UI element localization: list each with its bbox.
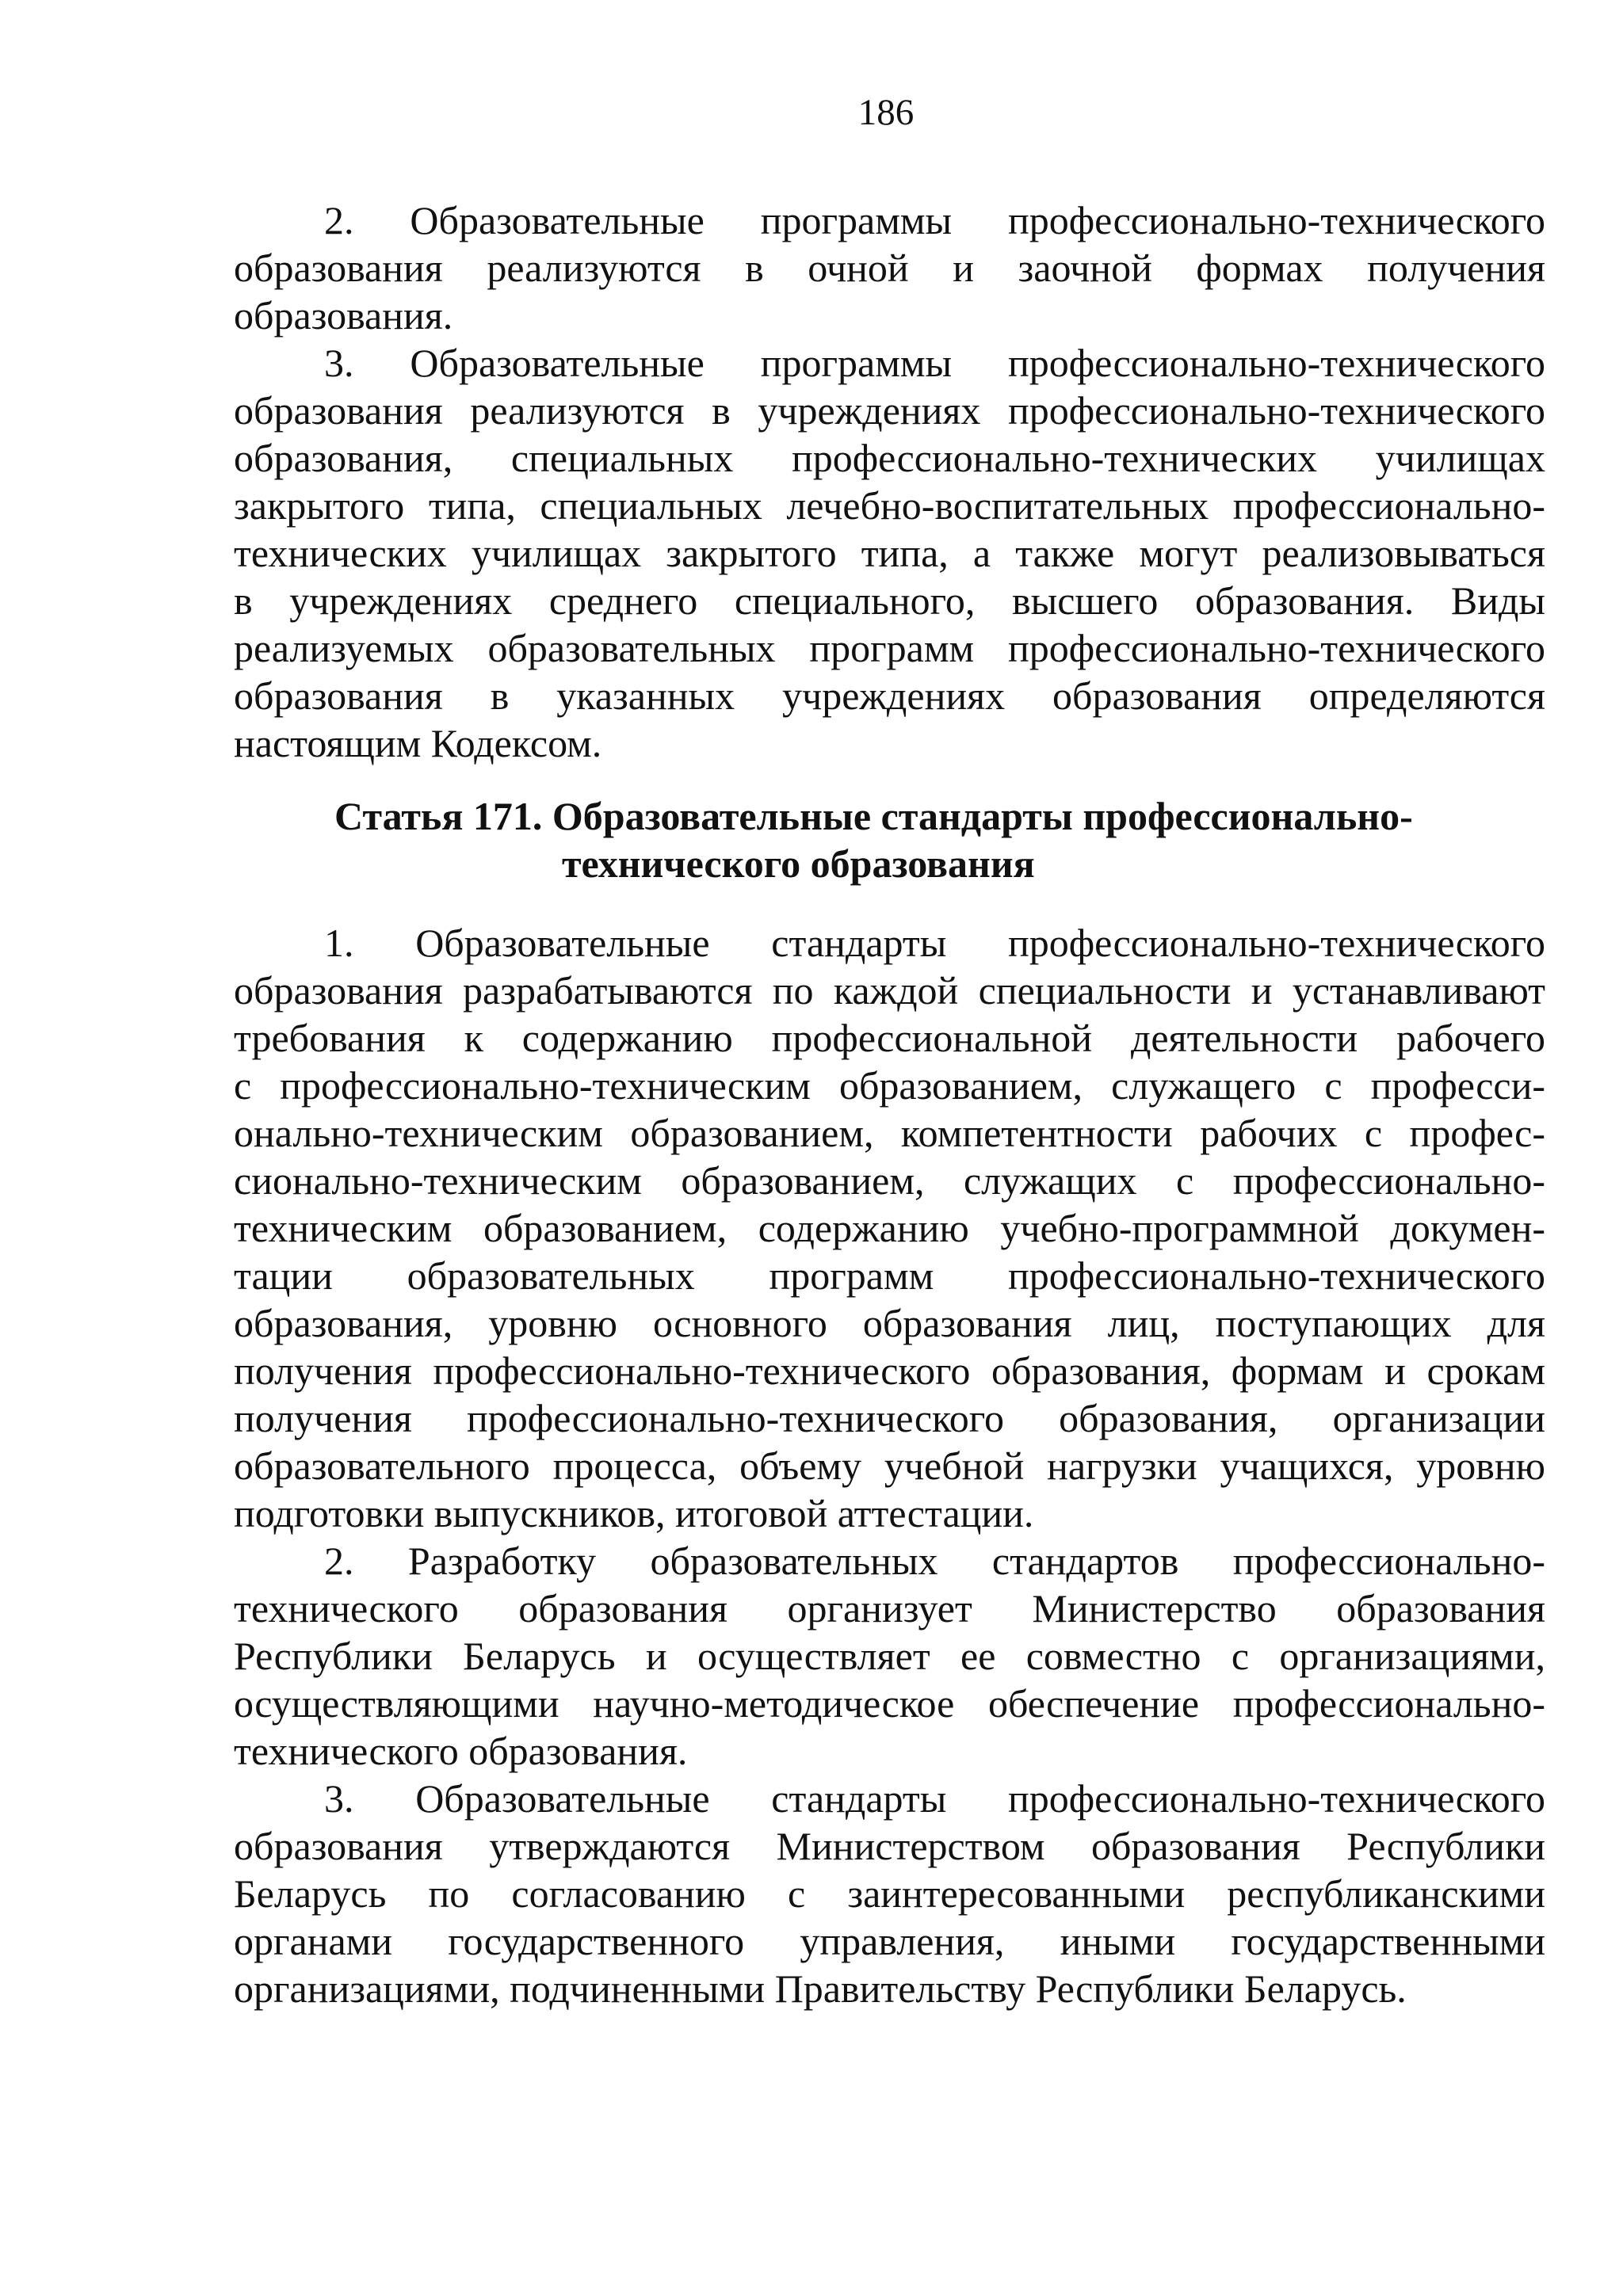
text-line: образовательного процесса, объему учебной нагрузки учащихся, уровню xyxy=(234,1444,1545,1488)
text-line: образования. xyxy=(234,293,453,338)
text-line: Республики Беларусь и осуществляет ее совместно с организациями, xyxy=(234,1634,1545,1678)
text-line: 3. Образовательные стандарты профессионально-технического xyxy=(324,1776,1545,1821)
text-line: требования к содержанию профессиональной деятельности рабочего xyxy=(234,1016,1545,1060)
page-number: 186 xyxy=(857,92,915,133)
paragraph xyxy=(234,919,1545,1537)
text-line: сионально-техническим образованием, служащих с профессионально- xyxy=(234,1158,1545,1203)
text-line: образования, уровню основного образования лиц, поступающих для xyxy=(234,1301,1545,1345)
article-heading xyxy=(234,792,1545,887)
article-heading-line: Статья 171. Образовательные стандарты профессионально- xyxy=(334,794,1413,838)
text-line: технических училищах закрытого типа, а также могут реализовываться xyxy=(234,531,1545,575)
text-line: с профессионально-техническим образованием, служащего с професси- xyxy=(234,1063,1545,1108)
text-line: организациями, подчиненными Правительству Республики Беларусь. xyxy=(234,1966,1407,2011)
text-line: получения профессионально-технического образования, организации xyxy=(234,1396,1545,1440)
text-line: образования, специальных профессионально-технических училищах xyxy=(234,436,1545,480)
text-line: 3. Образовательные программы профессионально-технического xyxy=(324,341,1545,385)
text-line: тации образовательных программ профессионально-технического xyxy=(234,1253,1545,1298)
text-line: Беларусь по согласованию с заинтересованными республиканскими xyxy=(234,1871,1545,1916)
text-line: реализуемых образовательных программ профессионально-технического xyxy=(234,626,1545,670)
text-line: закрытого типа, специальных лечебно-воспитательных профессионально- xyxy=(234,483,1545,528)
text-line: органами государственного управления, иными государственными xyxy=(234,1919,1545,1963)
text-line: онально-техническим образованием, компетентности рабочих с профес- xyxy=(234,1111,1545,1155)
text-line: образования реализуются в очной и заочной формах получения xyxy=(234,246,1545,290)
text-line: 2. Разработку образовательных стандартов профессионально- xyxy=(324,1539,1545,1583)
paragraph xyxy=(234,1537,1545,1775)
text-line: в учреждениях среднего специального, высшего образования. Виды xyxy=(234,578,1545,623)
text-line: осуществляющими научно-методическое обеспечение профессионально- xyxy=(234,1681,1545,1726)
text-line: образования реализуются в учреждениях профессионально-технического xyxy=(234,388,1545,433)
text-line: 1. Образовательные стандарты профессионально-технического xyxy=(324,921,1545,965)
article-heading-line: технического образования xyxy=(562,841,1035,886)
text-line: образования разрабатываются по каждой специальности и устанавливают xyxy=(234,968,1545,1013)
text-line: технического образования. xyxy=(234,1729,688,1773)
text-line: образования в указанных учреждениях образования определяются xyxy=(234,673,1545,718)
text-line: технического образования организует Министерство образования xyxy=(234,1586,1545,1630)
text-line: получения профессионально-технического образования, формам и срокам xyxy=(234,1348,1545,1393)
text-line: подготовки выпускников, итоговой аттестации. xyxy=(234,1491,1034,1535)
paragraph xyxy=(234,196,1545,339)
text-line: техническим образованием, содержанию учебно-программной докумен- xyxy=(234,1206,1545,1250)
text-line: настоящим Кодексом. xyxy=(234,721,602,765)
text-line: 2. Образовательные программы профессионально-технического xyxy=(324,198,1545,242)
text-line: образования утверждаются Министерством образования Республики xyxy=(234,1824,1545,1868)
paragraph xyxy=(234,1775,1545,2012)
paragraph xyxy=(234,339,1545,767)
